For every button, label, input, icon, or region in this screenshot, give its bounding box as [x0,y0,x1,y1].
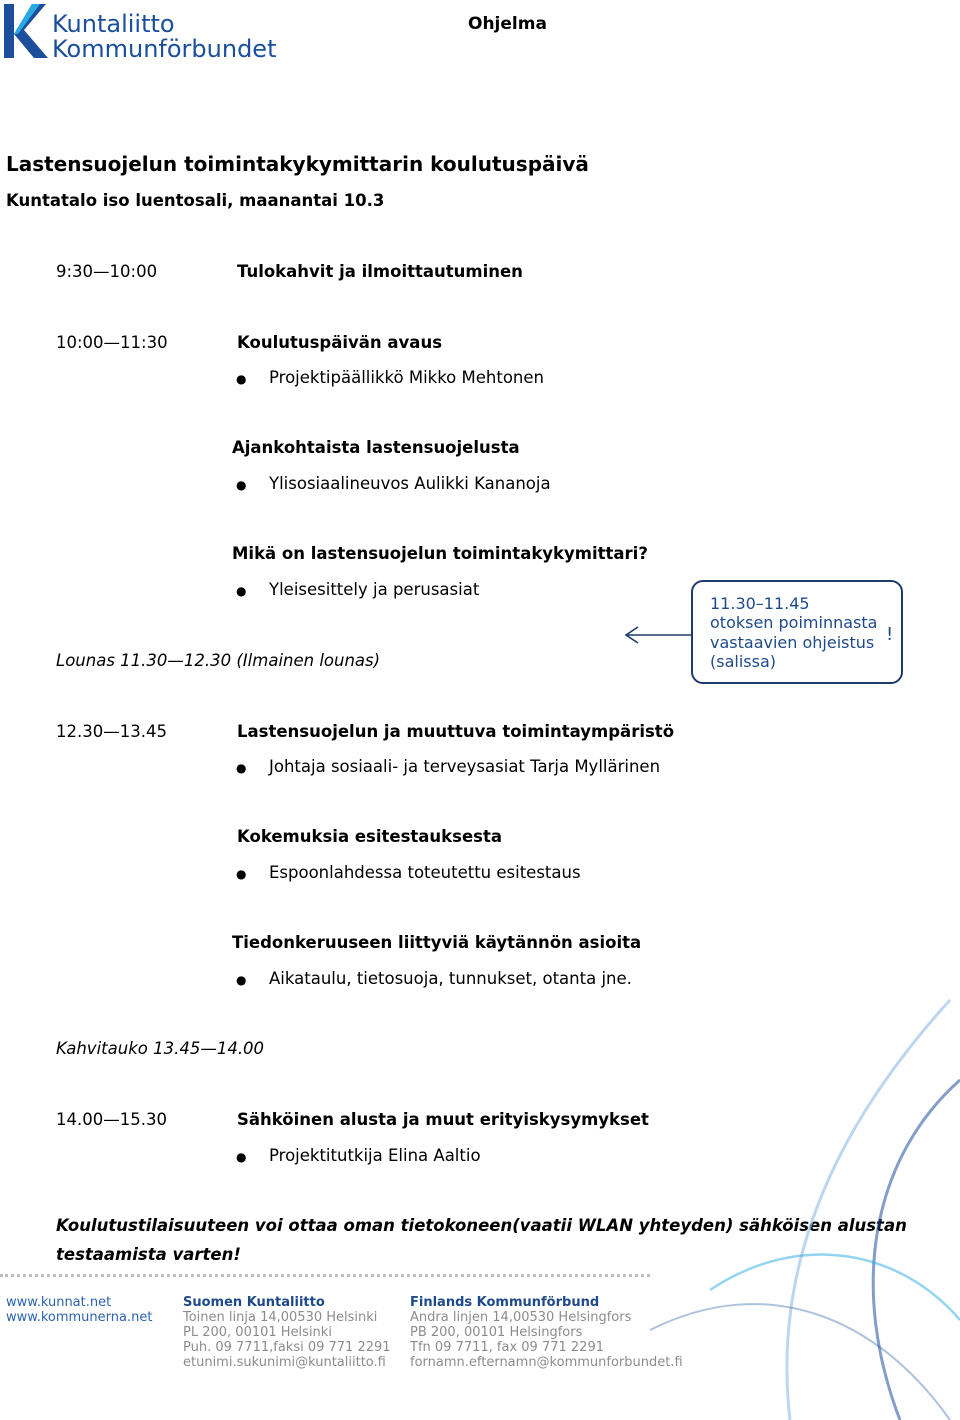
page-header-title: Ohjelma [468,14,547,34]
document-subtitle: Kuntatalo iso luentosali, maanantai 10.3 [6,191,385,210]
session-6-title: Kokemuksia esitestauksesta [237,827,502,846]
note-line-3: vastaavien ohjeistus [710,632,875,652]
footer-fi-email[interactable]: etunimi.sukunimi@kuntaliitto.fi [183,1355,386,1370]
footer-divider [0,1274,650,1277]
session-7-item: Aikataulu, tietosuoja, tunnukset, otanta jne. [269,969,632,988]
arrow-left-icon [622,624,694,646]
session-5-time: 12.30—13.45 [56,722,167,741]
bullet-icon: ● [236,584,247,598]
note-line-2: otoksen poiminnasta [710,613,878,633]
session-7-title: Tiedonkeruuseen liittyviä käytännön asioita [232,933,642,952]
kuntaliitto-logo [0,0,277,64]
footer-fi-name: Suomen Kuntaliitto [183,1295,325,1310]
footer-fi-po: PL 200, 00101 Helsinki [183,1325,332,1340]
bullet-icon: ● [236,478,247,492]
lunch-break: Lounas 11.30—12.30 (Ilmainen lounas) [56,651,381,670]
logo-line-2: Kommunförbundet [52,35,277,63]
footer-fi-address [183,1295,391,1370]
note-callout-text [710,594,877,671]
logo-mark-icon [0,0,60,64]
session-1-time: 9:30—10:00 [56,262,158,281]
bullet-icon: ● [236,761,247,775]
session-8-title: Sähköinen alusta ja muut erityiskysymykset [237,1110,649,1129]
coffee-break: Kahvitauko 13.45—14.00 [56,1039,265,1058]
session-2-time: 10:00—11:30 [56,333,168,352]
footer-sv-phone: Tfn 09 7711, fax 09 771 2291 [410,1340,604,1355]
footer-sv-name: Finlands Kommunförbund [410,1295,600,1310]
link-kommunerna[interactable]: www.kommunerna.net [6,1310,153,1325]
footer-sv-po: PB 200, 00101 Helsingfors [410,1325,583,1340]
footer-links [6,1295,152,1325]
session-2-speaker: Projektipäällikkö Mikko Mehtonen [269,368,544,387]
session-8-time: 14.00—15.30 [56,1110,167,1129]
note-line-4: (salissa) [710,651,776,671]
session-3-speaker: Ylisosiaalineuvos Aulikki Kananoja [269,474,551,493]
footer-fi-street: Toinen linja 14,00530 Helsinki [183,1310,378,1325]
session-2-title: Koulutuspäivän avaus [237,333,443,352]
closing-note-line-1: Koulutustilaisuuteen voi ottaa oman tietokoneen(vaatii WLAN yhteyden) sähköisen alustan [56,1216,907,1235]
bullet-icon: ● [236,1150,247,1164]
session-4-item: Yleisesittely ja perusasiat [269,580,480,599]
footer-sv-address [410,1295,683,1370]
footer-sv-email[interactable]: fornamn.efternamn@kommunforbundet.fi [410,1355,683,1370]
session-6-item: Espoonlahdessa toteutettu esitestaus [269,863,581,882]
link-kunnat[interactable]: www.kunnat.net [6,1295,112,1310]
session-1-title: Tulokahvit ja ilmoittautuminen [237,262,523,281]
bullet-icon: ● [236,973,247,987]
bullet-icon: ● [236,867,247,881]
document-title: Lastensuojelun toimintakykymittarin koulutuspäivä [6,152,589,176]
logo-line-1: Kuntaliitto [52,10,175,38]
footer-fi-phone: Puh. 09 7711,faksi 09 771 2291 [183,1340,391,1355]
session-4-title: Mikä on lastensuojelun toimintakykymittari? [232,544,648,563]
session-5-speaker: Johtaja sosiaali- ja terveysasiat Tarja Myllärinen [269,757,661,776]
exclamation-icon: ! [886,624,894,645]
session-3-title: Ajankohtaista lastensuojelusta [232,438,520,457]
footer-sv-street: Andra linjen 14,00530 Helsingfors [410,1310,632,1325]
bullet-icon: ● [236,372,247,386]
note-line-1: 11.30–11.45 [710,594,810,613]
session-8-speaker: Projektitutkija Elina Aaltio [269,1146,481,1165]
closing-note-line-2: testaamista varten! [56,1245,241,1264]
session-5-title: Lastensuojelun ja muuttuva toimintaympäristö [237,722,675,741]
decorative-swirl-icon [650,990,960,1420]
